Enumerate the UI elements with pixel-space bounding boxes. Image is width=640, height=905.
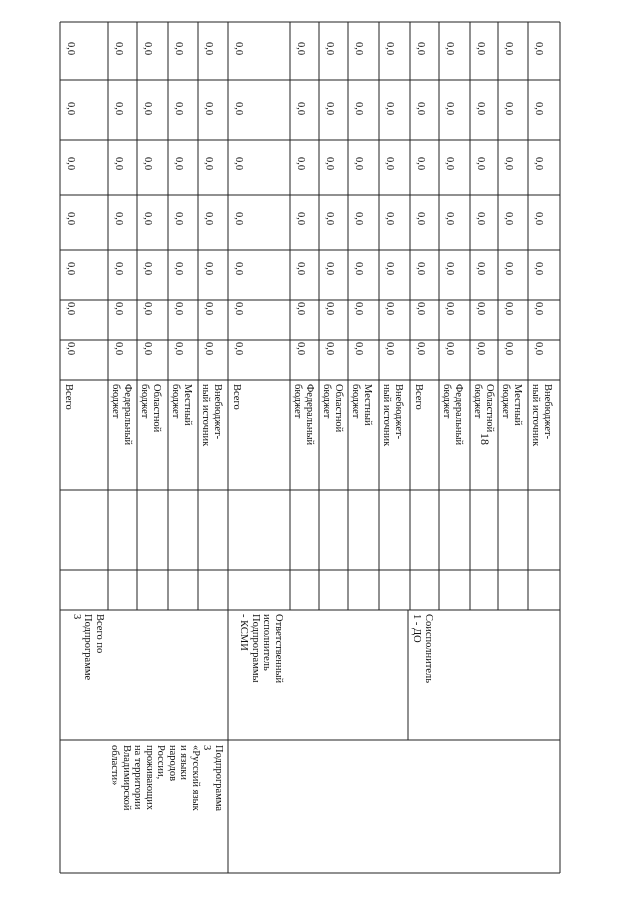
cell-value: 0,0 [173,42,184,56]
cell-value: 0,0 [65,302,76,316]
cell-value: 0,0 [65,212,76,226]
cell-value: 0,0 [533,342,544,356]
cell-value: 0,0 [233,102,244,116]
cell-value: 0,0 [65,342,76,356]
executor-label: Всего по Подпрограмме 3 [71,614,105,681]
cell-value: 0,0 [203,102,214,116]
subprogram-label: Подпрограмма 3 «Русский язык и языки народов России, проживающих на территории Владимирской области» [109,745,224,812]
source-label: Всего [62,384,74,410]
cell-value: 0,0 [533,212,544,226]
cell-value: 0,0 [444,262,455,276]
cell-value: 0,0 [203,42,214,56]
source-label: Областной бюджет [139,384,162,433]
cell-value: 0,0 [324,262,335,276]
cell-value: 0,0 [503,262,514,276]
source-label: Внебюджет- ный источник [381,384,404,447]
cell-value: 0,0 [324,102,335,116]
cell-value: 0,0 [475,342,486,356]
cell-value: 0,0 [444,157,455,171]
cell-value: 0,0 [233,302,244,316]
cell-value: 0,0 [113,102,124,116]
cell-value: 0,0 [295,342,306,356]
cell-value: 0,0 [233,157,244,171]
cell-value: 0,0 [113,302,124,316]
cell-value: 0,0 [384,302,395,316]
cell-value: 0,0 [533,262,544,276]
cell-value: 0,0 [142,302,153,316]
cell-value: 0,0 [533,102,544,116]
cell-value: 0,0 [503,342,514,356]
cell-value: 0,0 [324,212,335,226]
cell-value: 0,0 [142,102,153,116]
cell-value: 0,0 [173,262,184,276]
cell-value: 0,0 [415,212,426,226]
cell-value: 0,0 [503,102,514,116]
source-label: Областной бюджет [472,384,495,433]
cell-value: 0,0 [295,102,306,116]
page-number: 18 [478,433,492,445]
cell-value: 0,0 [324,157,335,171]
cell-value: 0,0 [65,102,76,116]
cell-value: 0,0 [475,157,486,171]
source-label: Областной бюджет [321,384,344,433]
cell-value: 0,0 [173,157,184,171]
cell-value: 0,0 [142,212,153,226]
cell-value: 0,0 [233,212,244,226]
source-label: Всего [412,384,424,410]
cell-value: 0,0 [384,212,395,226]
cell-value: 0,0 [533,42,544,56]
cell-value: 0,0 [503,157,514,171]
cell-value: 0,0 [295,42,306,56]
source-label: Местный бюджет [350,384,373,426]
source-label: Внебюджет- ный источник [530,384,553,447]
source-label: Федеральный бюджет [110,384,133,446]
cell-value: 0,0 [384,157,395,171]
cell-value: 0,0 [353,342,364,356]
cell-value: 0,0 [353,302,364,316]
cell-value: 0,0 [384,102,395,116]
cell-value: 0,0 [203,262,214,276]
cell-value: 0,0 [475,262,486,276]
cell-value: 0,0 [415,157,426,171]
cell-value: 0,0 [415,42,426,56]
cell-value: 0,0 [203,342,214,356]
cell-value: 0,0 [475,102,486,116]
cell-value: 0,0 [113,342,124,356]
cell-value: 0,0 [533,302,544,316]
cell-value: 0,0 [295,212,306,226]
cell-value: 0,0 [173,342,184,356]
cell-value: 0,0 [503,42,514,56]
cell-value: 0,0 [65,42,76,56]
cell-value: 0,0 [324,42,335,56]
cell-value: 0,0 [384,342,395,356]
source-label: Федеральный бюджет [292,384,315,446]
cell-value: 0,0 [475,302,486,316]
cell-value: 0,0 [353,157,364,171]
cell-value: 0,0 [142,262,153,276]
cell-value: 0,0 [203,212,214,226]
cell-value: 0,0 [324,342,335,356]
cell-value: 0,0 [415,262,426,276]
cell-value: 0,0 [142,342,153,356]
cell-value: 0,0 [415,342,426,356]
cell-value: 0,0 [203,302,214,316]
source-label: Внебюджет- ный источник [200,384,223,447]
cell-value: 0,0 [475,212,486,226]
cell-value: 0,0 [65,157,76,171]
cell-value: 0,0 [503,212,514,226]
cell-value: 0,0 [444,342,455,356]
cell-value: 0,0 [233,42,244,56]
cell-value: 0,0 [113,42,124,56]
cell-value: 0,0 [415,102,426,116]
cell-value: 0,0 [113,262,124,276]
cell-value: 0,0 [353,262,364,276]
cell-value: 0,0 [65,262,76,276]
cell-value: 0,0 [415,302,426,316]
cell-value: 0,0 [173,212,184,226]
cell-value: 0,0 [142,42,153,56]
source-label: Федеральный бюджет [441,384,464,446]
source-label: Всего [230,384,242,410]
cell-value: 0,0 [444,212,455,226]
cell-value: 0,0 [444,102,455,116]
cell-value: 0,0 [233,262,244,276]
cell-value: 0,0 [113,157,124,171]
cell-value: 0,0 [203,157,214,171]
cell-value: 0,0 [295,302,306,316]
cell-value: 0,0 [353,42,364,56]
source-label: Местный бюджет [500,384,523,426]
cell-value: 0,0 [384,42,395,56]
cell-value: 0,0 [173,302,184,316]
executor-label: Соисполнитель 1 - ДО [411,614,434,684]
cell-value: 0,0 [533,157,544,171]
cell-value: 0,0 [353,102,364,116]
cell-value: 0,0 [384,262,395,276]
cell-value: 0,0 [113,212,124,226]
cell-value: 0,0 [444,42,455,56]
cell-value: 0,0 [475,42,486,56]
cell-value: 0,0 [503,302,514,316]
source-label: Местный бюджет [170,384,193,426]
cell-value: 0,0 [444,302,455,316]
cell-value: 0,0 [295,157,306,171]
executor-label: Ответственный исполнитель Подпрограммы - КСМИ [238,614,284,684]
cell-value: 0,0 [324,302,335,316]
cell-value: 0,0 [353,212,364,226]
cell-value: 0,0 [295,262,306,276]
cell-value: 0,0 [233,342,244,356]
cell-value: 0,0 [173,102,184,116]
cell-value: 0,0 [142,157,153,171]
